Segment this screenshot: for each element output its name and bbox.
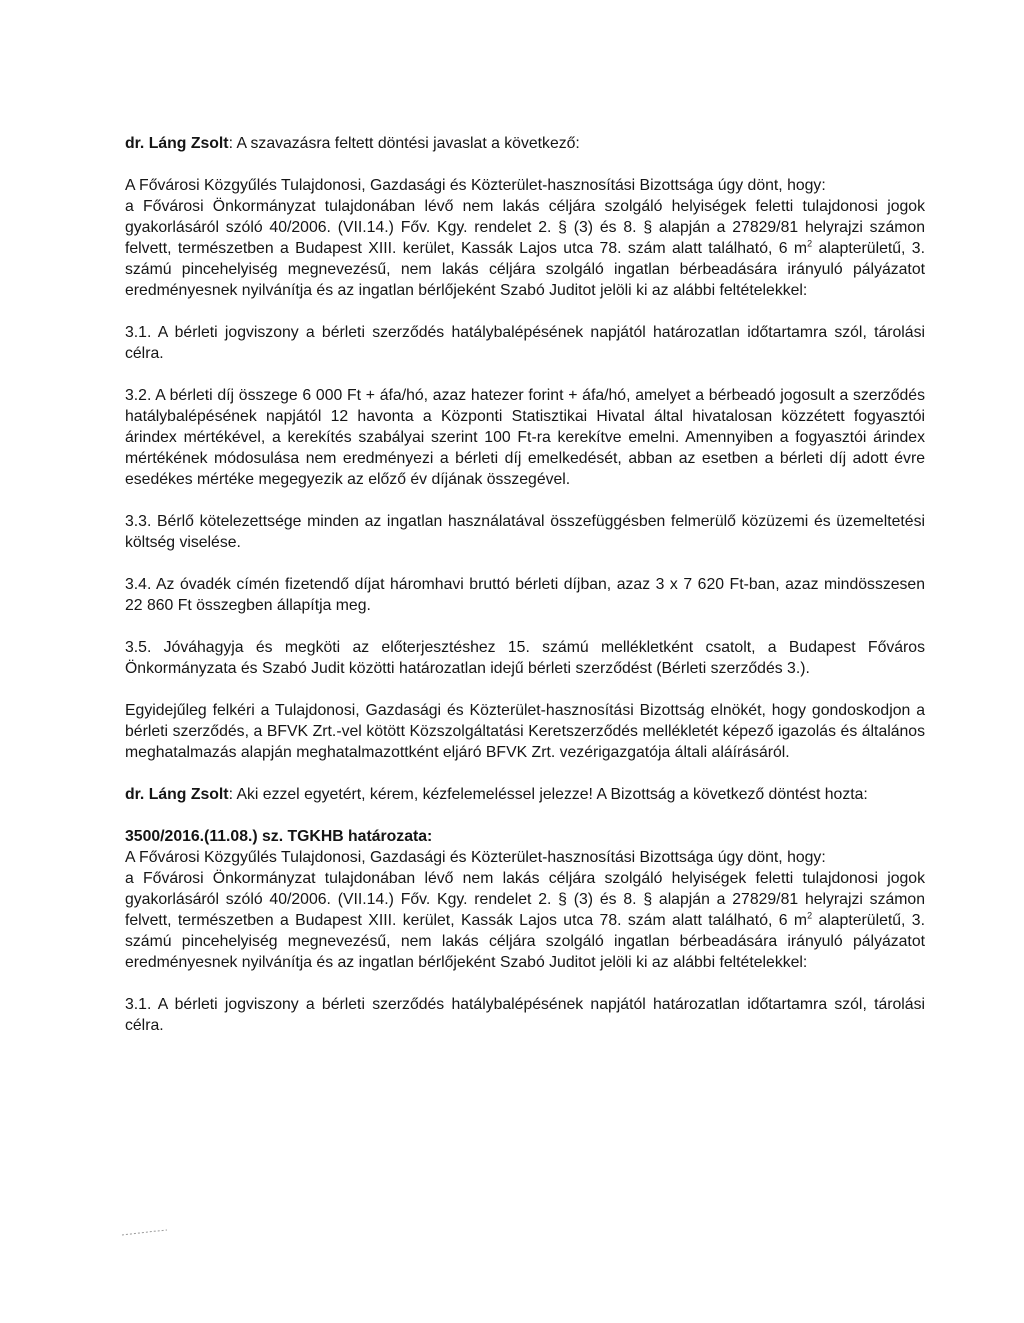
proposal-body-part1: a Fővárosi Önkormányzat tulajdonában lévő nem lakás céljára szolgáló helyiségek feletti tulajdonosi jogok gyakorlásáról szóló 40/2006. (VII.14.) Főv. Kgy. rendelet 2. § (3) és 8. § alapján a 27829/81 helyrajzi számon felvett, természetben a Budapest XIII. kerület, Kassák Lajos utca 78. szám alatt található, 6 m bbox=[125, 198, 925, 257]
speaker-text: : Aki ezzel egyetért, kérem, kézfelemeléssel jelezze! A Bizottság a következő döntést hozta: bbox=[228, 786, 868, 803]
proposal-item-3-4: 3.4. Az óvadék címén fizetendő díjat háromhavi bruttó bérleti díjban, azaz 3 x 7 620 Ft-ban, azaz mindösszesen 22 860 Ft összegben állapítja meg. bbox=[125, 576, 925, 614]
speaker-paragraph-1 bbox=[125, 133, 925, 154]
proposal-body bbox=[125, 196, 925, 301]
superscript: 2 bbox=[807, 910, 813, 921]
proposal-item-3-2: 3.2. A bérleti díj összege 6 000 Ft + áfa/hó, azaz hatezer forint + áfa/hó, amelyet a bérbeadó jogosult a szerződés hatálybalépésének napjától 12 havonta a Központi Statisztikai Hivatal által hivatalosan közzétett fogyasztói árindex mértékével, a kerekítés szabályai szerint 100 Ft-ra kerekítve emelni. Amennyiben a fogyasztói árindex mértékének módosulása nem eredményezi a bérleti díj emelkedését, abban az esetben a bérleti díj adott évre esedékes mértéke megegyezik az előző év díjának összegével. bbox=[125, 387, 925, 488]
proposal-item-3-5: 3.5. Jóváhagyja és megköti az előterjesztéshez 15. számú mellékletként csatolt, a Budapest Főváros Önkormányzata és Szabó Judit közötti határozatlan idejű bérleti szerződést (Bérleti szerződés 3.). bbox=[125, 639, 925, 677]
document-page bbox=[125, 133, 925, 1036]
resolution-body bbox=[125, 868, 925, 973]
speaker-text: : A szavazásra feltett döntési javaslat a következő: bbox=[228, 135, 580, 152]
proposal-item-3-3: 3.3. Bérlő kötelezettsége minden az ingatlan használatával összefüggésben felmerülő közüzemi és üzemeltetési költség viselése. bbox=[125, 513, 925, 551]
resolution-item-3-1: 3.1. A bérleti jogviszony a bérleti szerződés hatálybalépésének napjától határozatlan időtartamra szól, tárolási célra. bbox=[125, 996, 925, 1034]
speaker-paragraph-2 bbox=[125, 784, 925, 805]
handwritten-mark bbox=[120, 1228, 170, 1238]
resolution-heading: 3500/2016.(11.08.) sz. TGKHB határozata: bbox=[125, 828, 433, 845]
proposal-intro: A Fővárosi Közgyűlés Tulajdonosi, Gazdasági és Közterület-hasznosítási Bizottsága úgy dönt, hogy: bbox=[125, 177, 826, 194]
proposal-body-part2: alapterületű, 3. számú pincehelyiség megnevezésű, nem lakás céljára szolgáló ingatlan bérbeadására irányuló pályázatot eredményesnek nyilvánítja és az ingatlan bérlőjeként Szabó Juditot jelöli ki az alábbi feltételekkel: bbox=[125, 240, 925, 299]
resolution-body-part1: a Fővárosi Önkormányzat tulajdonában lévő nem lakás céljára szolgáló helyiségek feletti tulajdonosi jogok gyakorlásáról szóló 40/2006. (VII.14.) Főv. Kgy. rendelet 2. § (3) és 8. § alapján a 27829/81 helyrajzi számon felvett, természetben a Budapest XIII. kerület, Kassák Lajos utca 78. szám alatt található, 6 m bbox=[125, 870, 925, 929]
resolution-intro: A Fővárosi Közgyűlés Tulajdonosi, Gazdasági és Közterület-hasznosítási Bizottsága úgy dönt, hogy: bbox=[125, 849, 826, 866]
proposal-simultaneous: Egyidejűleg felkéri a Tulajdonosi, Gazdasági és Közterület-hasznosítási Bizottság elnökét, hogy gondoskodjon a bérleti szerződés, a BFVK Zrt.-vel kötött Közszolgáltatási Keretszerződés mellékletét képező igazolás és általános meghatalmazás alapján meghatalmazottként eljáró BFVK Zrt. vezérigazgatója általi aláírásáról. bbox=[125, 702, 925, 761]
superscript: 2 bbox=[807, 238, 813, 249]
speaker-name: dr. Láng Zsolt bbox=[125, 135, 229, 152]
proposal-item-3-1: 3.1. A bérleti jogviszony a bérleti szerződés hatálybalépésének napjától határozatlan időtartamra szól, tárolási célra. bbox=[125, 324, 925, 362]
resolution-body-part2: alapterületű, 3. számú pincehelyiség megnevezésű, nem lakás céljára szolgáló ingatlan bérbeadására irányuló pályázatot eredményesnek nyilvánítja és az ingatlan bérlőjeként Szabó Juditot jelöli ki az alábbi feltételekkel: bbox=[125, 912, 925, 971]
speaker-name: dr. Láng Zsolt bbox=[125, 786, 229, 803]
